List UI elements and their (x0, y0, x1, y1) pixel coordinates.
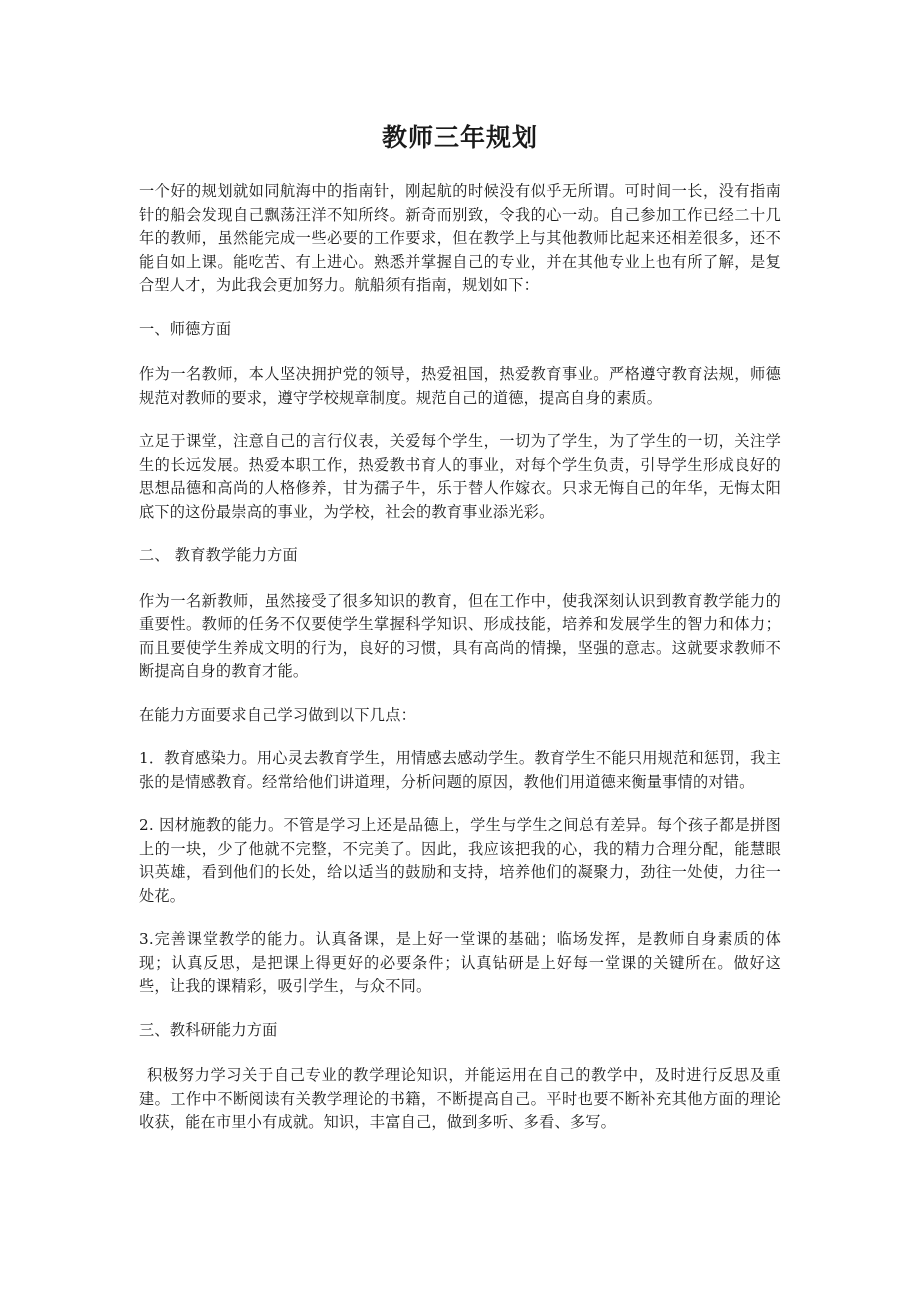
intro-paragraph: 一个好的规划就如同航海中的指南针，刚起航的时候没有似乎无所谓。可时间一长，没有指南针的船会发现自己飘荡汪洋不知所终。新奇而别致，令我的心一动。自己参加工作已经二十几年的教师，虽然能完成一些必要的工作要求，但在教学上与其他教师比起来还相差很多，还不能自如上课。能吃苦、有上进心。熟悉并掌握自己的专业，并在其他专业上也有所了解，是复合型人才，为此我会更加努力。航船须有指南，规划如下： (139, 182, 781, 294)
ability-item-2: 2. 因材施教的能力。不管是学习上还是品德上，学生与学生之间总有差异。每个孩子都是拼图上的一块，少了他就不完整，不完美了。因此，我应该把我的心，我的精力合理分配，能慧眼识英雄，看到他们的长处，给以适当的鼓励和支持，培养他们的凝聚力，劲往一处使，力往一处花。 (139, 816, 781, 905)
section-heading-research: 三、教科研能力方面 (139, 1020, 278, 1039)
ability-item-1: 1．教育感染力。用心灵去教育学生，用情感去感动学生。教育学生不能只用规范和惩罚，我主张的是情感教育。经常给他们讲道理，分析问题的原因，教他们用道德来衡量事情的对错。 (139, 749, 781, 791)
section-heading-teaching: 二、 教育教学能力方面 (139, 546, 298, 564)
section-heading-ethics: 一、师德方面 (139, 319, 232, 338)
document-body (139, 180, 781, 1155)
ability-intro-paragraph: 在能力方面要求自己学习做到以下几点： (139, 705, 416, 724)
document-title: 教师三年规划 (381, 123, 538, 152)
ability-item-3: 3.完善课堂教学的能力。认真备课，是上好一堂课的基础；临场发挥，是教师自身素质的体现；认真反思，是把课上得更好的必要条件；认真钻研是上好每一堂课的关键所在。做好这些，让我的课精彩，吸引学生，与众不同。 (139, 930, 781, 995)
research-paragraph: 积极努力学习关于自己专业的教学理论知识，并能运用在自己的教学中，及时进行反思及重建。工作中不断阅读有关教学理论的书籍，不断提高自己。平时也要不断补充其他方面的理论收获，能在市里小有成就。知识，丰富自己，做到多听、多看、多写。 (139, 1066, 781, 1131)
teaching-paragraph: 作为一名新教师，虽然接受了很多知识的教育，但在工作中，使我深刻认识到教育教学能力的重要性。教师的任务不仅要使学生掌握科学知识、形成技能，培养和发展学生的智力和体力；而且要使学生养成文明的行为，良好的习惯，具有高尚的情操，坚强的意志。这就要求教师不断提高自身的教育才能。 (139, 591, 781, 680)
ethics-paragraph-2: 立足于课堂，注意自己的言行仪表，关爱每个学生，一切为了学生，为了学生的一切，关注学生的长远发展。热爱本职工作，热爱教书育人的事业，对每个学生负责，引导学生形成良好的思想品德和高尚的人格修养，甘为孺子牛，乐于替人作嫁衣。只求无悔自己的年华，无悔太阳底下的这份最崇高的事业，为学校，社会的教育事业添光彩。 (139, 432, 781, 521)
ethics-paragraph-1: 作为一名教师，本人坚决拥护党的领导，热爱祖国，热爱教育事业。严格遵守教育法规，师德规范对教师的要求，遵守学校规章制度。规范自己的道德，提高自身的素质。 (139, 365, 781, 407)
